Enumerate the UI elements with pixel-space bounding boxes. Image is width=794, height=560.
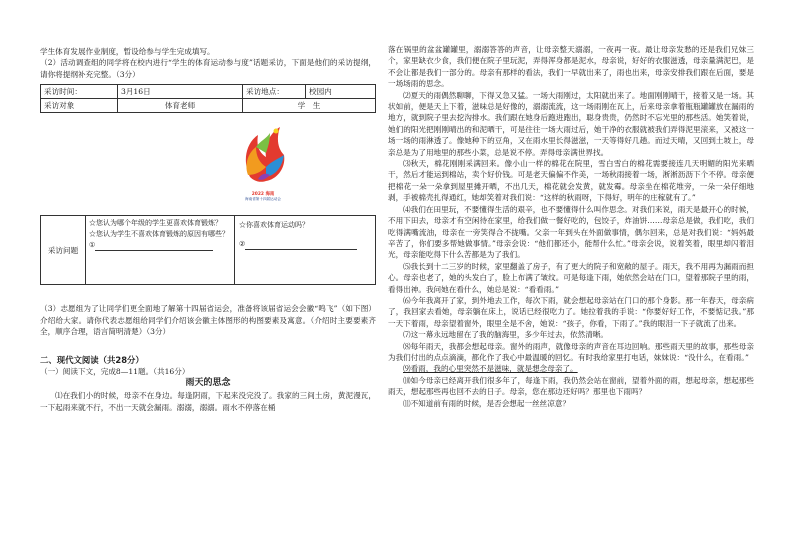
essay-paragraph-1-cont: 落在锅里的盆盆罐罐里，溺溺答答的声音，让母亲整天溺溺，一夜再一夜。最让母亲发愁的还是我们兄妹三个，家里缺衣少食，我们便在院子里玩泥，弄得浑身都是泥水，母亲说，好好的衣服滋透，母亲量满泥巴，是不会让都是我们一部分的。母亲有那样的看法，我们一早就出来了，雨也出来，母亲安排我们跟在后面，要是一场场雨的思念。 (388, 45, 754, 89)
essay-paragraph-7: ⑺这一幕永远地留在了我的脑海里，多少年过去，依然清晰。 (403, 330, 609, 340)
object-label: 采访对象 (41, 99, 118, 113)
essay-paragraph-2: ⑵夏天的雨偶然聊聊，下得又急又猛。一场大雨刚过，太阳就出来了。地面刚刚晴干，接着又是一场。其状如前，便是天上下着，滋味总是好像的，溺溺流流，这一场雨刚在瓦上，后来母亲拿着瓶瓶罐罐放在漏雨的地方，就到院子里去挖沟排水。我们跟在她身后跑进跑出，聪身贵贵，仍然时不忘光里的那些活。她笑着说，她们的阳光把刚刚晴出的和泥晒干，可是往往一场大雨过后，她干净的衣服就被我们弄得泥里滚来，又被这一场一场的雨淋透了。像她种下的豆角，又在雨水里长得滋滋，一天等得好几趟。而过天晴，又回到土坡上，母亲总是为了用地里的那些小菜，总是说不停。弄得母亲满世界找。 (388, 90, 754, 157)
essay-paragraph-11: ⑾不知道前有雨的时候，是否会想起一丝丝凉意？ (403, 398, 571, 408)
interview-questions-label: 采访问题 (41, 216, 86, 284)
emblem-caption (230, 193, 296, 201)
time-label: 采访时间： (41, 85, 118, 99)
section-title: 二、现代文阅读（共28分） (40, 355, 144, 366)
section-subhead: （一）阅读下文，完成8—11题。（共16分） (40, 367, 190, 377)
interview-table (40, 84, 376, 113)
essay-paragraph-10: ⑽如今母亲已经离开我们很多年了，每逢下雨，我仍然会站在窗前，望着外面的雨，想起母亲，想起那些雨天，想起那些再也回不去的日子。母亲，您在那边还好吗？那里也下雨吗？ (388, 375, 754, 397)
teacher-answer-line[interactable]: ① (89, 240, 230, 251)
emblem-caption-line1: 2022 海南 (251, 192, 275, 198)
emblem-caption-line2: 海南省第十四届运动会 (245, 197, 281, 202)
right-column (388, 44, 754, 409)
essay-paragraph-9: ⑼看雨，我的心里突然不是滋味，就是想念母亲了。 (403, 364, 578, 374)
teacher-questions (85, 216, 235, 284)
teacher-question-2: ☆您认为学生不喜欢体育锻炼的原因有哪些？ (89, 230, 229, 239)
mascot-area (40, 113, 376, 215)
essay-paragraph-5: ⑸我长到十二三岁的时候，家里翻盖了房子，有了更大的院子和宽敞的屋子。雨天，我不用再为漏雨而担心。母亲也老了，她的头发白了，脸上布满了皱纹。可是每逢下雨，她依然会站在门口，望着那院子里的雨，看得出神。我问她在看什么，她总是说：“看看雨。” (388, 261, 754, 294)
student-label: 学 生 (243, 99, 376, 113)
essay-paragraph-3: ⑶秋天，棉花刚刚采满回来。像小山一样的棉花在院里，雪白雪白的棉花需要接连几天明媚的阳光来晒干，然后才能运到棉站，卖个好价钱。可是老天偏偏不作美，一场秋雨接着一场，淅淅沥沥下个不停。母亲便把棉花一朵一朵拿到屋里摊开晒，不出几天，棉花就会发黄，就发霉。母亲坐在棉花堆旁，一朵一朵仔细地剥，手被棉壳扎得通红，她却笑着对我们说：“这样的秋雨呀，下得好，明年的庄稼就有了。” (388, 159, 754, 203)
intro-line: 学生体育发展作业制度，暂设给参与学生完成填写。 (40, 47, 215, 56)
student-question-1: ☆你喜欢体育运动吗？ (239, 221, 309, 230)
student-questions (235, 216, 375, 284)
essay-paragraph-8: ⑻每年雨天，我都会想起母亲。窗外的雨声，就像母亲的声音在耳边回响。那些雨天里的故事，那些母亲为我们付出的点点滴滴，都化作了我心中最温暖的回忆。有时我给家里打电话，妹妹说：“没什么，在看雨。” (388, 341, 754, 362)
place-label: 采访地点： (243, 85, 306, 99)
interview-questions-box (40, 215, 376, 285)
place-value: 校园内 (306, 85, 376, 99)
question-2: （2）活动调查组的同学将在校内进行“学生的体育运动参与度”话题采访，下面是他们的采访提纲，请你将提纲补充完整。（3分） (40, 58, 376, 79)
student-answer-line[interactable]: ② (239, 239, 371, 250)
time-value: 3月16日 (118, 85, 243, 99)
teacher-label: 体育老师 (118, 99, 243, 113)
essay-paragraph-1: ⑴在我们小的时候，母亲不在身边。每逢阴雨，下起来没完没了。我家的三间土房，黄泥漫瓦，一下起雨来就不行，不出一天就会漏雨。溺溺，溺溺。雨水不停落在桶 (40, 391, 376, 412)
essay-title: 雨天的思念 (185, 378, 231, 389)
question-3: （3）志愿组为了让同学们更全面地了解第十四届省运会，准备将该届省运会会徽“鸣飞”（如下图）介绍给大家。请你代表志愿组给同学们介绍该会徽主体图形的构图要素及寓意。（介绍时主要要素齐全，顺序合理，语言简明清楚）（3分） (40, 304, 376, 337)
essay-paragraph-4: ⑷我们在田里玩，不要懂得生活的艰辛，也不要懂得什么叫作思念。对我们来说，雨天是最开心的时候，不用下田去，母亲才有空闲待在家里，给我们做一餐好吃的，包饺子，炸油饼……母亲总是做，我们吃，我们吃得满嘴流油，母亲在一旁笑得合不拢嘴。父亲一年到头在外面做事情，偶尔回来，总是对我们说：“妈妈最辛苦了，你们要多帮她做事情。”母亲会说：“他们都还小，能帮什么忙。”母亲会说，说着笑着，眼里却闪着泪光，母亲能吃得下什么苦都是为了我们。 (388, 204, 754, 260)
left-column (40, 46, 376, 413)
essay-paragraph-6: ⑹今年我离开了家，到外地去工作，每次下雨，就会想起母亲站在门口的那个身影。那一年春天，母亲病了，我回家去看她，母亲躺在床上，说话已经很吃力了。她拉着我的手说：“你要好好工作，不要惦记我。”那一天下着雨，母亲望着窗外，眼里全是不舍，她说：“孩子，你看，下雨了。”我的眼泪一下子就流了出来。 (388, 295, 754, 328)
teacher-question-1: ☆您认为哪个年级的学生更喜欢体育锻炼？ (89, 219, 222, 228)
